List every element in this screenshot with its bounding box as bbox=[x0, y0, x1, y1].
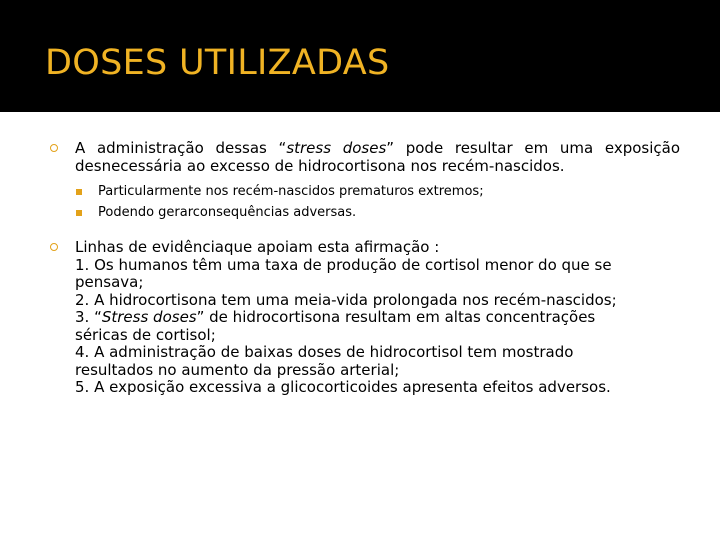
title-bar bbox=[0, 0, 720, 112]
bullet-item-2 bbox=[0, 239, 720, 397]
point-4-line-1: 4. A administração de baixas doses de hidrocortisol tem mostrado bbox=[75, 343, 574, 361]
bullet-2-intro: Linhas de evidênciaque apoiam esta afirmação : bbox=[75, 238, 440, 256]
bullet-item-1 bbox=[0, 140, 720, 175]
point-3-line-1 bbox=[75, 309, 680, 327]
slide-title: DOSES UTILIZADAS bbox=[45, 43, 390, 83]
sub-item-2 bbox=[98, 202, 720, 223]
point-2: 2. A hidrocortisona tem uma meia-vida prolongada nos recém-nascidos; bbox=[75, 290, 617, 309]
point-3-line-2: séricas de cortisol; bbox=[75, 325, 216, 344]
point-1-line-1: 1. Os humanos têm uma taxa de produção de cortisol menor do que se bbox=[75, 255, 612, 274]
bullet-2-text bbox=[75, 239, 680, 397]
slide-content bbox=[0, 140, 720, 397]
bullet-1-sublist bbox=[0, 181, 720, 223]
bullet-1-italic-term: stress doses bbox=[286, 139, 387, 157]
sub-item-1 bbox=[98, 181, 720, 202]
bullet-1-text bbox=[75, 140, 680, 175]
circle-bullet-icon bbox=[50, 243, 58, 251]
bullet-1-text-end: ” pode resultar em uma exposição desnecessária ao excesso de hidrocortisona nos recém-nascidos. bbox=[75, 139, 681, 175]
square-bullet-icon bbox=[76, 189, 82, 195]
circle-bullet-icon bbox=[50, 144, 58, 152]
point-1-line-2: pensava; bbox=[75, 273, 144, 291]
point-3-end: ” de hidrocortisona resultam em altas concentrações bbox=[196, 308, 596, 326]
sub-item-2-text: Podendo gerarconsequências adversas. bbox=[98, 205, 357, 220]
sub-item-1-text: Particularmente nos recém-nascidos prematuros extremos; bbox=[98, 184, 484, 199]
square-bullet-icon bbox=[76, 210, 82, 216]
point-3-italic-term: Stress doses bbox=[101, 308, 197, 326]
point-4-line-2: resultados no aumento da pressão arterial; bbox=[75, 360, 400, 379]
point-5: 5. A exposição excessiva a glicocorticoides apresenta efeitos adversos. bbox=[75, 378, 611, 396]
bullet-1-text-start: A administração dessas “ bbox=[75, 139, 287, 157]
point-3-start: 3. “ bbox=[75, 308, 102, 326]
